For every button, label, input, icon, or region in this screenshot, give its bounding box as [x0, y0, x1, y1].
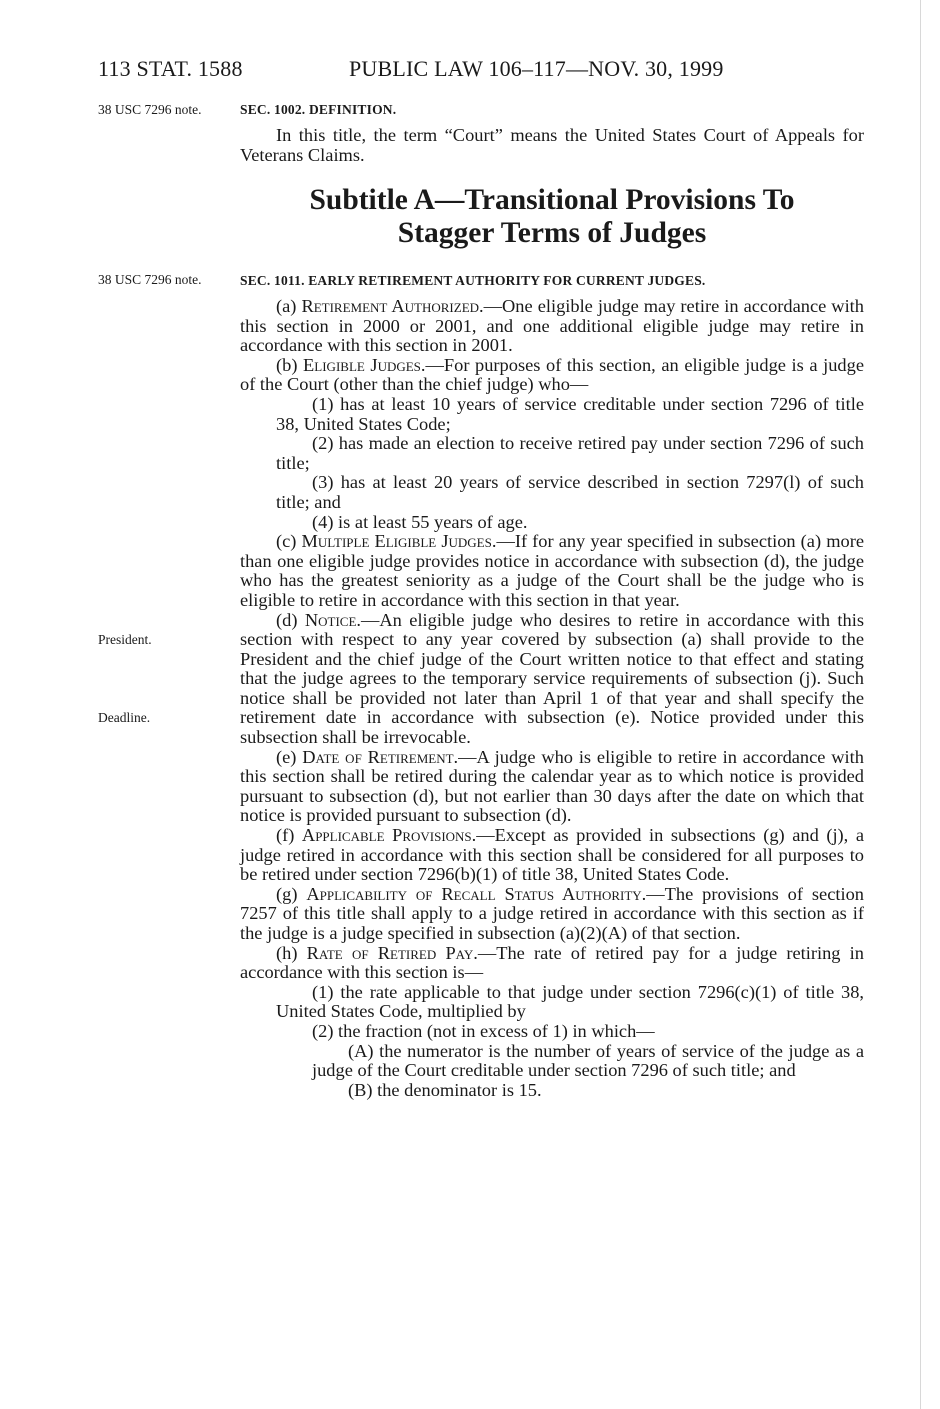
- subsection-c-heading: Multiple Eligible Judges.: [301, 531, 497, 552]
- subsection-b-text: —For purposes of this section, an eligible judge is a judge of the Court (other than the chief judge) who—: [240, 354, 864, 395]
- margin-note-deadline: Deadline.: [98, 710, 151, 725]
- subtitle-line-2: Stagger Terms of Judges: [397, 217, 707, 249]
- subsection-a: [240, 297, 864, 356]
- subsection-h-heading: Rate of Retired Pay.: [306, 942, 478, 963]
- subsection-b-item-1: (1) has at least 10 years of service creditable under section 7296 of title 38, United States Code;: [276, 393, 864, 434]
- margin-note-usc-2: 38 USC 7296 note.: [98, 272, 202, 287]
- subsection-f-text: —Except as provided in subsections (g) and (j), a judge retired in accordance with this section shall be considered for all purposes to be retired under section 7296(b)(1) of title 38, United States Code.: [240, 825, 864, 885]
- public-law-reference: PUBLIC LAW 106–117—NOV. 30, 1999: [349, 56, 724, 81]
- section-1011-heading: SEC. 1011. EARLY RETIREMENT AUTHORITY FOR CURRENT JUDGES.: [240, 273, 706, 288]
- subsection-e-heading: Date of Retirement.: [302, 746, 459, 767]
- subsection-h: [240, 944, 864, 983]
- subsection-d-heading: Notice.: [304, 609, 362, 630]
- margin-note-president: President.: [98, 632, 152, 647]
- subsection-b-item-4: (4) is at least 55 years of age.: [312, 511, 528, 532]
- subsection-a-text: —One eligible judge may retire in accordance with this section in 2000 or 2001, and one additional eligible judge may retire in accordance with this section in 2001.: [240, 296, 864, 356]
- subsection-c-text: —If for any year specified in subsection (a) more than one eligible judge provides notice in accordance with subsection (d), the judge who has the greatest seniority as a judge of the Court shall be the judge who is eligible to retire in accordance with this section in that year.: [240, 531, 864, 610]
- subsection-d-label: (d): [276, 609, 298, 630]
- subsection-a-label: (a): [276, 296, 297, 316]
- subsection-g-heading: Applicability of Recall Status Authority.: [306, 883, 647, 904]
- subsection-c: [240, 532, 864, 610]
- stat-reference: 113 STAT. 1588: [98, 56, 243, 81]
- subsection-h-text: —The rate of retired pay for a judge retiring in accordance with this section is—: [240, 942, 864, 983]
- scan-edge-line: [920, 0, 921, 1409]
- section-1002-text: In this title, the term “Court” means the United States Court of Appeals for Veterans Claims.: [240, 125, 864, 165]
- subsection-h-item-b: (B) the denominator is 15.: [348, 1079, 542, 1100]
- subsection-f: [240, 826, 864, 885]
- subsection-g-text: —The provisions of section 7257 of this title shall apply to a judge retired in accordance with this section as if the judge is a judge specified in subsection (a)(2)(A) of that section.: [240, 883, 864, 943]
- section-1002-heading: SEC. 1002. DEFINITION.: [240, 102, 397, 117]
- subsection-g-label: (g): [276, 883, 298, 904]
- margin-note-usc-1: 38 USC 7296 note.: [98, 102, 202, 117]
- subsection-a-heading: Retirement Authorized.: [301, 296, 484, 316]
- section-1011-body: [240, 297, 864, 1100]
- subtitle-line-1: Subtitle A—Transitional Provisions To: [309, 184, 795, 216]
- subsection-f-label: (f): [276, 825, 295, 846]
- subsection-d-text: —An eligible judge who desires to retire in accordance with this section with respect to any year covered by subsection (a) shall provide to the President and the chief judge of the Court written notice to that effect and stating that the judge agrees to the temporary service requirements of subsection (j). Such notice shall be provided not later than April 1 of that year and shall specify the retirement date in accordance with subsection (e). Notice provided under this subsection shall be irrevocable.: [240, 609, 864, 748]
- subsection-h-item-1: (1) the rate applicable to that judge under section 7296(c)(1) of title 38, United States Code, multiplied by: [276, 981, 864, 1022]
- subsection-d: [240, 611, 864, 748]
- subsection-e-text: —A judge who is eligible to retire in accordance with this section shall be retired during the calendar year as to which notice is provided pursuant to subsection (d), but not earlier than 30 days after the date on which that notice is provided pursuant to subsection (d).: [240, 746, 864, 826]
- subsection-b-heading: Eligible Judges.: [303, 354, 426, 375]
- subsection-b: [240, 356, 864, 395]
- subsection-e: [240, 748, 864, 826]
- subsection-f-heading: Applicable Provisions.: [301, 825, 477, 846]
- subsection-b-item-2: (2) has made an election to receive retired pay under section 7296 of such title;: [276, 433, 864, 473]
- subtitle-heading: [240, 184, 864, 250]
- subsection-b-label: (b): [276, 354, 298, 375]
- subsection-e-label: (e): [276, 746, 297, 767]
- section-1002-body: [240, 126, 864, 165]
- subsection-c-label: (c): [276, 531, 297, 552]
- subsection-h-label: (h): [276, 942, 298, 963]
- subsection-g: [240, 885, 864, 944]
- subsection-h-item-a: (A) the numerator is the number of years of service of the judge as a judge of the Court creditable under section 7296 of such title; and: [312, 1040, 864, 1081]
- subsection-h-item-2: (2) the fraction (not in excess of 1) in which—: [312, 1020, 655, 1041]
- subsection-b-item-3: (3) has at least 20 years of service described in section 7297(l) of such title; and: [276, 472, 864, 512]
